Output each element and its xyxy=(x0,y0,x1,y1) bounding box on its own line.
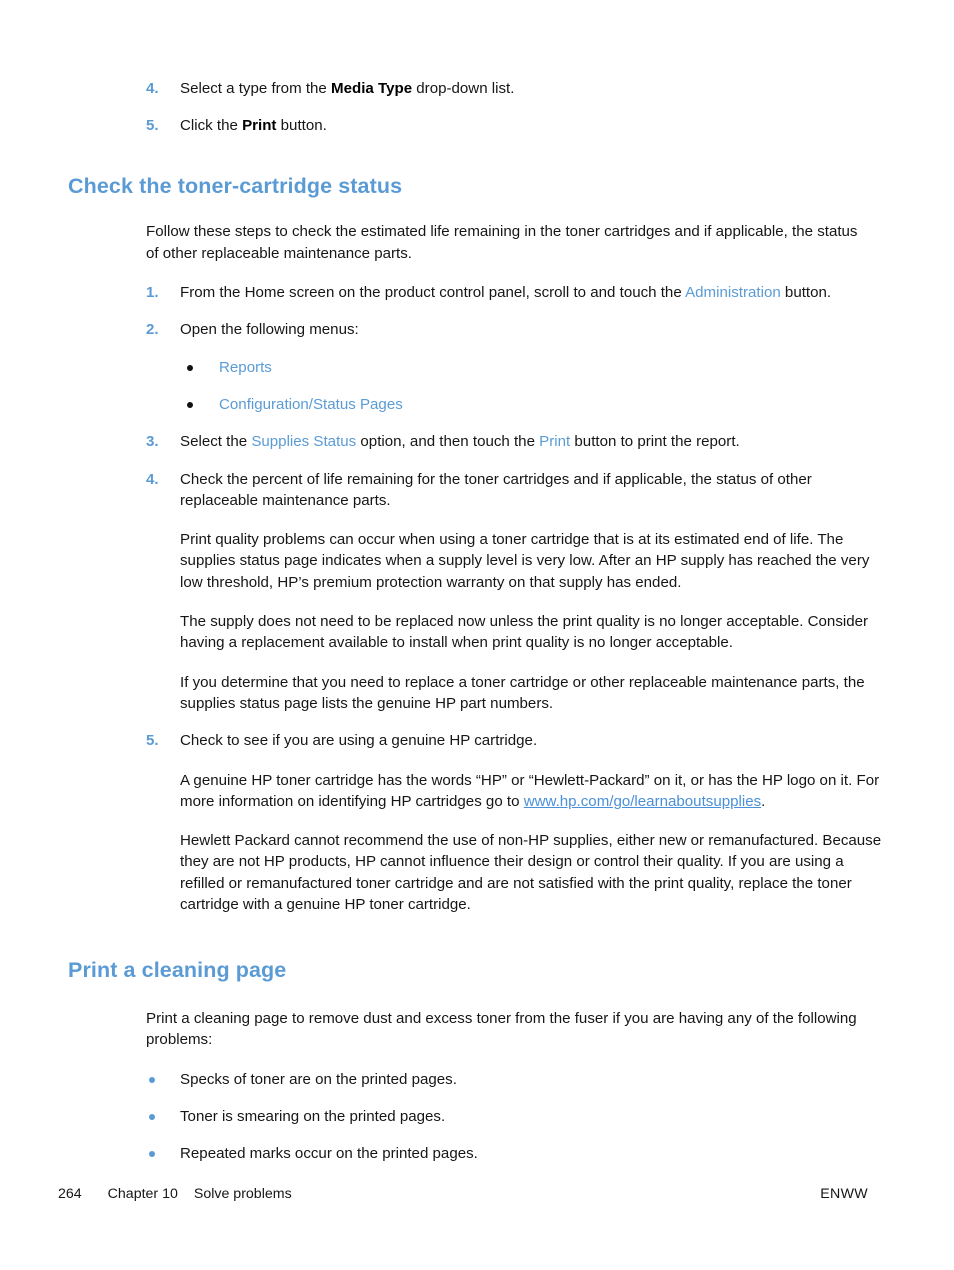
bullet-icon xyxy=(187,402,193,408)
step-text xyxy=(180,433,740,450)
step-sub-paragraph: The supply does not need to be replaced now unless the print quality is no longer acceptable. Consider having a replacement available to install when print quality is no longer acceptable. xyxy=(180,613,869,652)
step-item xyxy=(146,469,892,715)
paragraph-text-post: . xyxy=(761,792,766,810)
page-content xyxy=(68,78,882,1165)
footer-chapter-number: Chapter 10 xyxy=(107,1186,178,1202)
step-text xyxy=(180,284,831,301)
step-sub-paragraph: Hewlett Packard cannot recommend the use of non-HP supplies, either new or remanufactured. Because they are not HP products, HP cannot influence their design or control their quality. If you are using a refilled or remanufactured toner cartridge and are not satisfied with the print quality, replace the toner cartridge with a genuine HP toner cartridge. xyxy=(180,832,882,913)
list-item-label: Toner is smearing on the printed pages. xyxy=(180,1108,446,1126)
hp-supplies-link[interactable]: www.hp.com/go/learnaboutsupplies xyxy=(523,792,762,810)
step-sub-paragraph: If you determine that you need to replace a toner cartridge or other replaceable maintenance parts, the supplies status page lists the genuine HP part numbers. xyxy=(180,673,865,712)
section-intro-paragraph: Follow these steps to check the estimated life remaining in the toner cartridges and if applicable, the status of other replaceable maintenance parts. xyxy=(146,223,858,262)
step-text-pre: Select a type from the xyxy=(180,80,332,97)
menu-path-list xyxy=(180,357,892,416)
menu-item-label: Reports xyxy=(219,358,272,376)
step-number: 5. xyxy=(146,117,159,135)
page-footer xyxy=(0,1186,954,1214)
list-item-label: Repeated marks occur on the printed pages. xyxy=(180,1145,478,1163)
step-text-pre: Select the xyxy=(180,433,252,451)
cleaning-problems-list xyxy=(68,1069,868,1165)
step-number: 4. xyxy=(146,80,159,97)
menu-item-label: Configuration/Status Pages xyxy=(219,395,403,413)
step-item xyxy=(146,319,892,415)
ui-term-administration: Administration xyxy=(685,284,781,302)
paragraph-text-pre: A genuine HP toner cartridge has the words “HP” or “Hewlett-Packard” on it, or has the HP logo on it. For more information on identifying HP cartridges go to xyxy=(180,771,880,810)
list-item xyxy=(146,1106,868,1127)
step-text-post: button. xyxy=(276,117,327,135)
section-intro-paragraph: Print a cleaning page to remove dust and excess toner from the fuser if you are having any of the following problems: xyxy=(146,1010,857,1049)
list-item xyxy=(146,1143,868,1164)
step-sub-paragraph xyxy=(180,770,892,813)
bullet-icon xyxy=(149,1077,155,1083)
list-item xyxy=(146,1069,868,1090)
ui-term-supplies-status: Supplies Status xyxy=(251,433,357,451)
step-number: 1. xyxy=(146,284,159,302)
bullet-icon xyxy=(149,1114,155,1120)
section-heading-block xyxy=(68,173,868,200)
section-heading-print-cleaning-page: Print a cleaning page xyxy=(68,958,287,983)
step-text-post: drop-down list. xyxy=(412,80,515,97)
footer-page-number: 264 xyxy=(58,1186,82,1202)
step-text-mid: option, and then touch the xyxy=(356,433,540,451)
step-text xyxy=(180,80,514,97)
ui-bold-term: Media Type xyxy=(331,80,413,97)
section-heading-toner-cartridge-status: Check the toner-cartridge status xyxy=(68,173,403,198)
step-item xyxy=(146,431,892,452)
menu-list-item xyxy=(187,394,892,415)
footer-chapter-title: Solve problems xyxy=(193,1186,292,1202)
section-heading-block xyxy=(68,957,868,984)
step-item xyxy=(146,730,892,915)
ui-term-print: Print xyxy=(539,433,571,451)
step-text xyxy=(180,730,892,915)
step-text: Open the following menus: xyxy=(180,321,359,339)
step-number: 2. xyxy=(146,321,159,339)
step-number: 5. xyxy=(146,732,159,750)
step-item xyxy=(146,78,892,99)
step-text-post: button to print the report. xyxy=(570,433,740,451)
step-number: 4. xyxy=(146,470,159,488)
step-text-pre: From the Home screen on the product control panel, scroll to and touch the xyxy=(180,284,686,302)
top-steps-list xyxy=(68,78,868,137)
step-text xyxy=(180,117,327,134)
toner-status-steps-list xyxy=(68,282,882,915)
footer-left-group xyxy=(58,1186,292,1202)
step-text xyxy=(180,469,892,715)
step-main-text: Check to see if you are using a genuine HP cartridge. xyxy=(180,732,538,750)
step-text-post: button. xyxy=(780,284,832,302)
list-item-label: Specks of toner are on the printed pages. xyxy=(180,1070,457,1088)
step-item xyxy=(146,282,892,303)
step-main-text: Check the percent of life remaining for the toner cartridges and if applicable, the status of other replaceable maintenance parts. xyxy=(180,470,812,509)
step-text-pre: Click the xyxy=(180,117,243,135)
bullet-icon xyxy=(149,1151,155,1157)
step-item xyxy=(146,115,892,136)
step-number: 3. xyxy=(146,433,159,451)
step-sub-paragraph: Print quality problems can occur when using a toner cartridge that is at its estimated end of life. The supplies status page indicates when a supply level is very low. After an HP supply has reached the very low threshold, HP’s premium protection warranty on that supply has ended. xyxy=(180,531,870,591)
menu-list-item xyxy=(187,357,892,378)
bullet-icon xyxy=(187,365,193,371)
ui-bold-term: Print xyxy=(242,117,277,135)
footer-edition-label: ENWW xyxy=(820,1186,868,1202)
